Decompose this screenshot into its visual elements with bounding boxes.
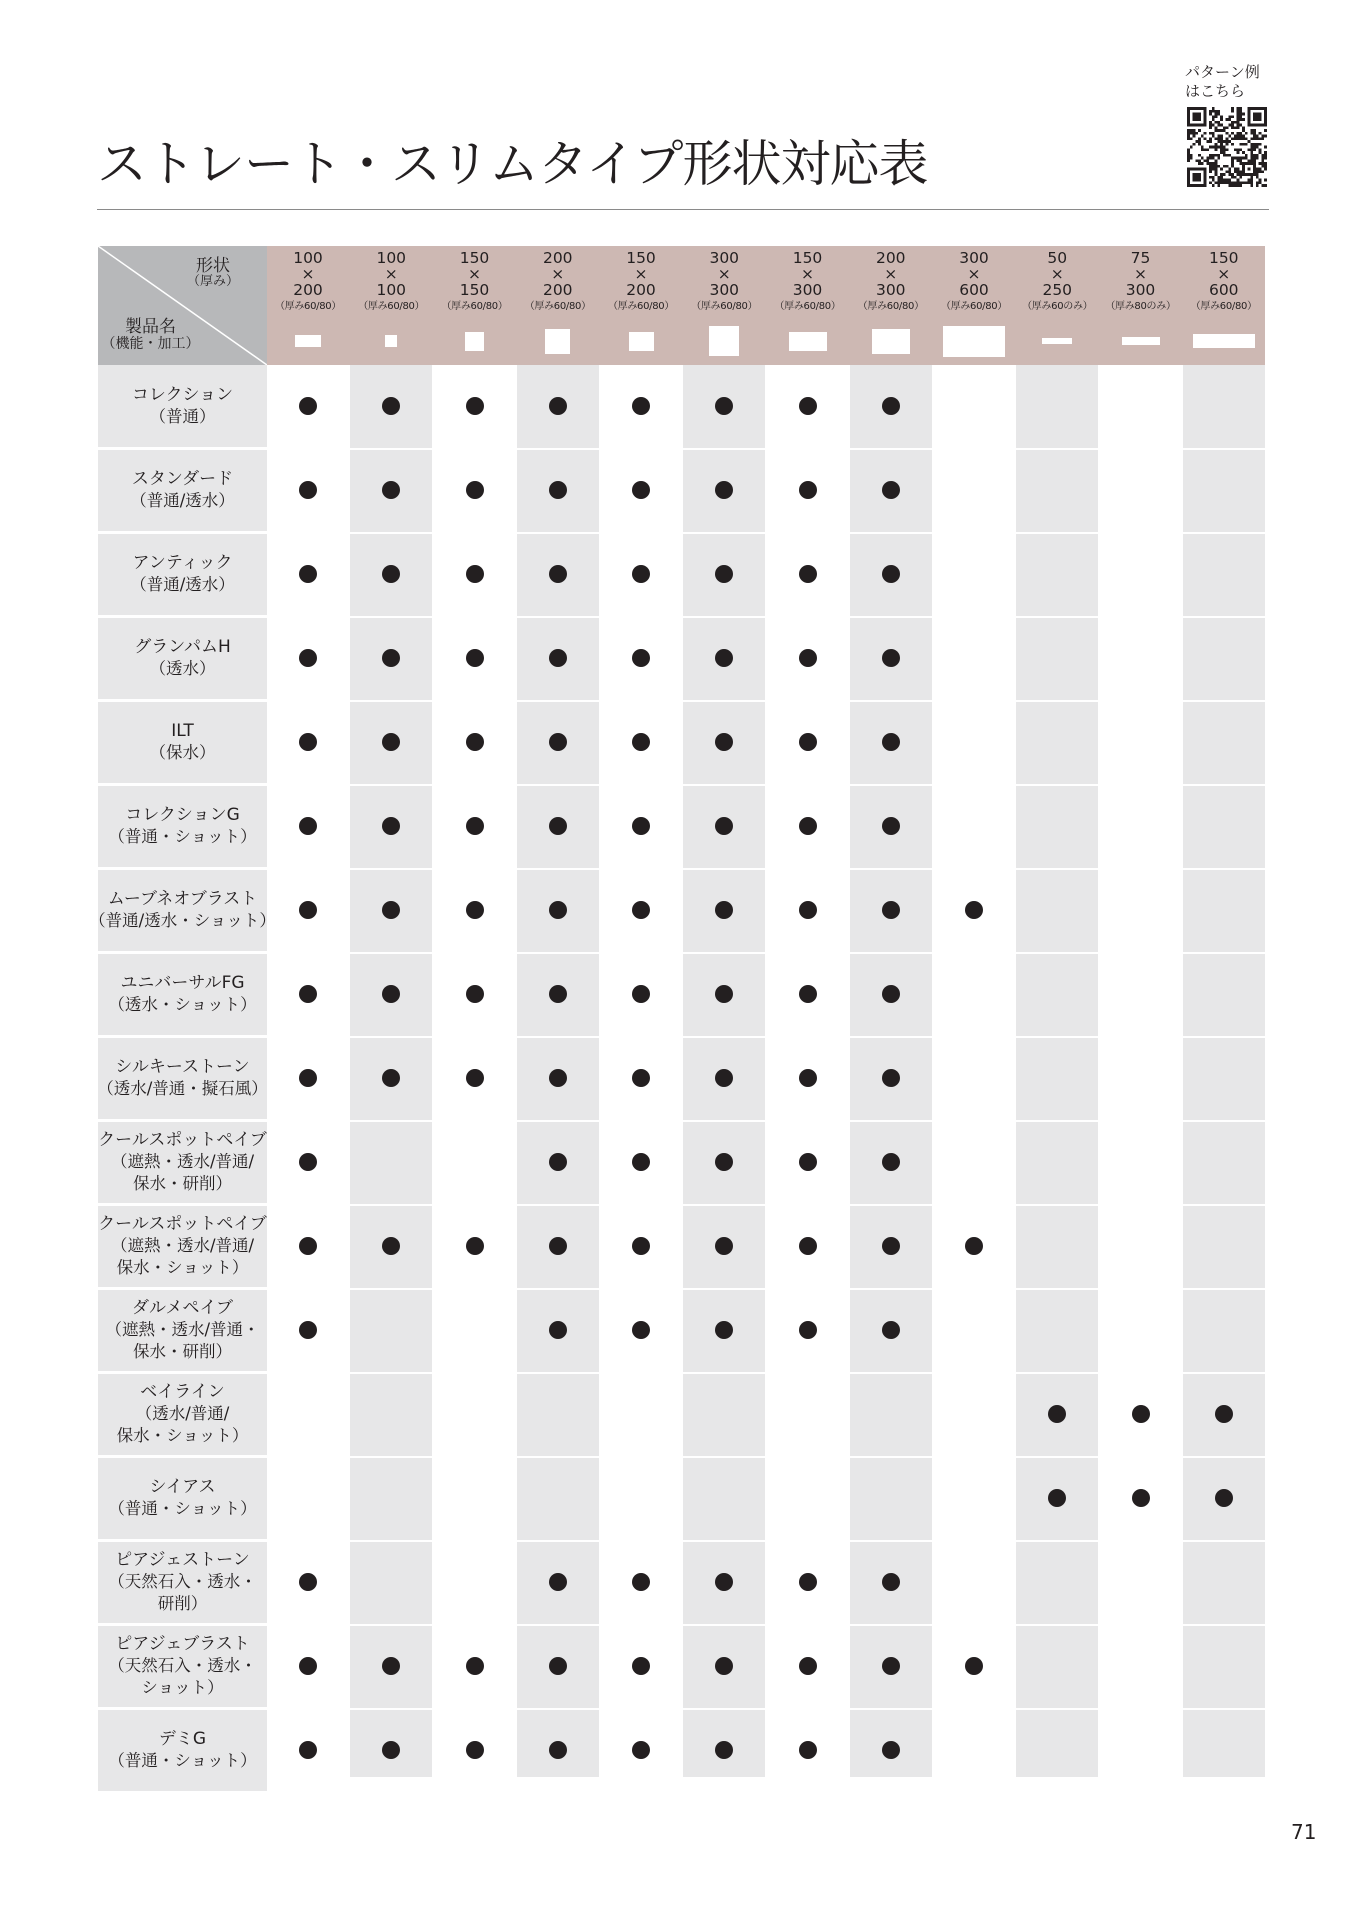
availability-dot xyxy=(632,649,650,667)
availability-dot xyxy=(466,1237,484,1255)
availability-dot xyxy=(632,397,650,415)
product-spec: （保水） xyxy=(149,743,216,762)
availability-dot xyxy=(882,565,900,583)
row-separator xyxy=(98,784,1265,786)
product-spec: 保水・研削） xyxy=(133,1174,232,1193)
availability-dot xyxy=(299,1321,317,1339)
availability-dot xyxy=(799,1237,817,1255)
availability-dot xyxy=(549,733,567,751)
size-header-cell xyxy=(933,246,1015,365)
thickness-note: （厚み60/80） xyxy=(774,301,841,312)
row-separator xyxy=(98,700,1265,702)
row-separator xyxy=(98,1204,1265,1206)
product-name-cell xyxy=(98,533,267,615)
availability-dot xyxy=(632,1321,650,1339)
product-spec: （透水・ショット） xyxy=(108,995,257,1014)
size-dimension-height: 300 xyxy=(709,281,740,299)
corner-shape-label xyxy=(187,258,239,290)
product-spec: （遮熱・透水/普通/ xyxy=(110,1152,255,1171)
size-header-cell xyxy=(1016,246,1098,365)
availability-dot xyxy=(299,1237,317,1255)
availability-dot xyxy=(466,817,484,835)
row-separator xyxy=(98,1036,1265,1038)
size-header-cell xyxy=(350,246,432,365)
shape-swatch xyxy=(709,326,739,356)
size-dimension xyxy=(683,250,765,298)
availability-dot xyxy=(965,1237,983,1255)
product-name: クールスポットペイブ xyxy=(98,1214,267,1234)
availability-dot xyxy=(882,1657,900,1675)
size-column-background xyxy=(1016,365,1098,1777)
page-number: 71 xyxy=(1291,1820,1317,1844)
product-name: クールスポットペイブ xyxy=(98,1130,267,1150)
availability-dot xyxy=(549,1153,567,1171)
availability-dot xyxy=(1132,1405,1150,1423)
shape-swatch xyxy=(295,335,321,347)
row-separator xyxy=(98,1456,1265,1458)
size-dimension xyxy=(767,250,849,298)
product-name-cell xyxy=(98,1373,267,1455)
availability-dot xyxy=(1215,1405,1233,1423)
availability-dot xyxy=(882,901,900,919)
product-spec: （普通/透水・ショット） xyxy=(89,911,276,930)
availability-dot xyxy=(882,397,900,415)
availability-dot xyxy=(466,481,484,499)
availability-dot xyxy=(549,1237,567,1255)
product-spec: （普通/透水） xyxy=(130,575,235,594)
availability-dot xyxy=(299,1573,317,1591)
size-dimension xyxy=(1183,250,1265,298)
product-name-cell xyxy=(98,1289,267,1371)
product-spec: 保水・ショット） xyxy=(116,1426,249,1445)
row-separator xyxy=(98,532,1265,534)
availability-dot xyxy=(799,649,817,667)
product-spec: （透水） xyxy=(149,659,216,678)
size-dimension-times: × xyxy=(884,265,898,283)
product-spec: （天然石入・透水・ xyxy=(108,1656,257,1675)
size-dimension-height: 200 xyxy=(542,281,573,299)
availability-dot xyxy=(1215,1489,1233,1507)
thickness-note: （厚み60/80） xyxy=(940,301,1008,312)
size-dimension-width: 150 xyxy=(792,249,823,267)
size-dimension-width: 300 xyxy=(709,249,740,267)
row-separator xyxy=(98,1372,1265,1374)
availability-dot xyxy=(632,817,650,835)
shape-swatch xyxy=(872,329,910,354)
availability-dot xyxy=(632,1237,650,1255)
availability-dot xyxy=(965,901,983,919)
availability-dot xyxy=(799,1321,817,1339)
thickness-note: （厚み60/80） xyxy=(441,301,508,312)
availability-dot xyxy=(299,397,317,415)
size-dimension-width: 100 xyxy=(293,249,323,267)
product-name: ムーブネオブラスト xyxy=(107,889,258,909)
size-dimension xyxy=(434,250,516,298)
qr-caption-line2: はこちら xyxy=(1185,82,1246,100)
thickness-note: （厚み60/80） xyxy=(274,301,342,312)
row-separator xyxy=(98,1540,1265,1542)
availability-dot xyxy=(882,1321,900,1339)
size-dimension-width: 200 xyxy=(542,249,573,267)
product-name: グランパムH xyxy=(134,637,231,657)
thickness-note: （厚み60/80） xyxy=(607,301,675,312)
availability-dot xyxy=(799,565,817,583)
product-name-cell xyxy=(98,1205,267,1287)
availability-dot xyxy=(882,733,900,751)
product-name-cell xyxy=(98,1457,267,1539)
availability-dot xyxy=(299,481,317,499)
availability-dot xyxy=(632,565,650,583)
product-name-cell xyxy=(98,953,267,1035)
product-spec: （普通・ショット） xyxy=(108,1751,257,1770)
shape-label: 形状 xyxy=(195,256,230,276)
availability-dot xyxy=(549,817,567,835)
product-spec: （普通） xyxy=(149,407,216,426)
availability-dot xyxy=(632,901,650,919)
shape-swatch xyxy=(789,332,827,351)
availability-dot xyxy=(882,1741,900,1759)
size-dimension-times: × xyxy=(717,265,731,283)
product-spec: （透水/普通・擬石風） xyxy=(97,1079,268,1098)
availability-dot xyxy=(549,1741,567,1759)
size-header-cell xyxy=(434,246,516,365)
availability-dot xyxy=(632,733,650,751)
size-dimension-height: 600 xyxy=(1208,281,1239,299)
availability-dot xyxy=(882,1573,900,1591)
availability-dot xyxy=(549,985,567,1003)
availability-dot xyxy=(799,733,817,751)
product-name-cell xyxy=(98,701,267,783)
title-divider xyxy=(97,209,1269,210)
availability-dot xyxy=(299,649,317,667)
row-separator xyxy=(98,868,1265,870)
availability-dot xyxy=(299,733,317,751)
availability-dot xyxy=(799,481,817,499)
thickness-note: （厚み60/80） xyxy=(524,301,591,312)
availability-dot xyxy=(466,649,484,667)
availability-dot xyxy=(299,985,317,1003)
size-header-cell xyxy=(683,246,765,365)
page-title: ストレート・スリムタイプ形状対応表 xyxy=(97,135,928,193)
product-name: シルキーストーン xyxy=(115,1057,250,1077)
size-dimension-times: × xyxy=(801,265,814,283)
product-name-cell xyxy=(98,1541,267,1623)
size-dimension-width: 300 xyxy=(959,249,989,267)
size-header-cell xyxy=(850,246,932,365)
availability-dot xyxy=(466,1657,484,1675)
size-dimension-width: 100 xyxy=(376,249,407,267)
thickness-note: （厚み60/80） xyxy=(1190,301,1257,312)
size-header-row xyxy=(267,246,1265,365)
availability-dot xyxy=(549,1321,567,1339)
row-separator xyxy=(98,616,1265,618)
availability-dot xyxy=(965,1657,983,1675)
shape-swatch xyxy=(943,326,1005,357)
size-header-cell xyxy=(600,246,682,365)
availability-dot xyxy=(466,985,484,1003)
shape-swatch xyxy=(545,329,570,354)
size-dimension-width: 75 xyxy=(1130,249,1151,267)
availability-dot xyxy=(882,817,900,835)
availability-dot xyxy=(549,1069,567,1087)
product-name: アンティック xyxy=(132,553,233,573)
availability-dot xyxy=(799,1573,817,1591)
availability-dot xyxy=(466,565,484,583)
size-dimension-width: 150 xyxy=(459,249,490,267)
size-dimension-height: 600 xyxy=(959,281,989,299)
size-dimension-times: × xyxy=(634,265,648,283)
product-name-cell xyxy=(98,1037,267,1119)
size-dimension-times: × xyxy=(551,265,565,283)
size-dimension xyxy=(350,250,432,298)
size-column-background xyxy=(1100,365,1182,1777)
availability-dot xyxy=(466,901,484,919)
availability-dot xyxy=(882,1153,900,1171)
size-dimension-width: 150 xyxy=(1208,249,1239,267)
product-name: ダルメペイブ xyxy=(132,1298,233,1318)
size-dimension-height: 200 xyxy=(626,281,656,299)
size-dimension-width: 200 xyxy=(875,249,906,267)
availability-dot xyxy=(549,481,567,499)
thickness-note: （厚み80のみ） xyxy=(1105,301,1176,312)
product-name-cell xyxy=(98,1709,267,1791)
product-name-cell xyxy=(98,785,267,867)
size-dimension-height: 100 xyxy=(376,281,407,299)
qr-caption xyxy=(1185,63,1260,101)
availability-dot xyxy=(632,1153,650,1171)
product-spec: （普通・ショット） xyxy=(108,827,257,846)
product-name: コレクション xyxy=(131,385,234,405)
row-separator xyxy=(98,448,1265,450)
row-separator xyxy=(98,1120,1265,1122)
shape-sub-label: （厚み） xyxy=(186,274,239,289)
availability-dot xyxy=(299,1741,317,1759)
availability-dot xyxy=(882,649,900,667)
product-sub-label: （機能・加工） xyxy=(101,336,200,352)
size-dimension-times: × xyxy=(384,265,398,283)
size-dimension-times: × xyxy=(468,265,481,283)
row-separator xyxy=(98,952,1265,954)
availability-dot xyxy=(466,397,484,415)
product-label: 製品名 xyxy=(125,317,176,337)
availability-dot xyxy=(466,1741,484,1759)
availability-dot xyxy=(549,901,567,919)
product-name: スタンダード xyxy=(131,469,234,489)
size-dimension xyxy=(933,250,1015,298)
availability-dot xyxy=(632,1069,650,1087)
availability-dot xyxy=(299,1657,317,1675)
size-dimension-times: × xyxy=(301,265,315,283)
product-name: シイアス xyxy=(149,1477,216,1497)
size-dimension-times: × xyxy=(1134,265,1147,283)
thickness-note: （厚み60/80） xyxy=(857,301,924,312)
thickness-note: （厚み60/80） xyxy=(691,301,758,312)
availability-dot xyxy=(799,817,817,835)
thickness-note: （厚み60のみ） xyxy=(1022,301,1093,312)
availability-dot xyxy=(299,1153,317,1171)
size-header-cell xyxy=(1183,246,1265,365)
size-dimension xyxy=(600,250,682,298)
availability-dot xyxy=(299,565,317,583)
availability-dot xyxy=(1132,1489,1150,1507)
size-header-cell xyxy=(1100,246,1182,365)
thickness-note: （厚み60/80） xyxy=(358,301,425,312)
shape-swatch xyxy=(385,335,397,347)
size-dimension xyxy=(1016,250,1098,298)
product-name: ピアジェブラスト xyxy=(115,1634,250,1654)
availability-dot xyxy=(549,565,567,583)
product-spec: 保水・ショット） xyxy=(116,1258,249,1277)
corner-product-label xyxy=(98,319,203,353)
availability-dot xyxy=(799,1741,817,1759)
availability-dot xyxy=(799,985,817,1003)
qr-caption-line1: パターン例 xyxy=(1185,63,1260,81)
size-dimension-height: 300 xyxy=(792,281,823,299)
row-separator xyxy=(98,1288,1265,1290)
availability-dot xyxy=(632,985,650,1003)
availability-dot xyxy=(632,1657,650,1675)
size-dimension-height: 300 xyxy=(875,281,906,299)
availability-dot xyxy=(882,1237,900,1255)
size-column-background xyxy=(1183,365,1265,1777)
size-dimension-height: 150 xyxy=(459,281,490,299)
product-name-cell xyxy=(98,1625,267,1707)
table-corner-header xyxy=(98,246,267,365)
availability-dot xyxy=(549,397,567,415)
availability-dot xyxy=(799,397,817,415)
product-name: ILT xyxy=(171,721,194,741)
availability-dot xyxy=(466,733,484,751)
availability-dot xyxy=(632,481,650,499)
size-dimension-width: 150 xyxy=(626,249,656,267)
row-separator xyxy=(98,1708,1265,1710)
shape-swatch xyxy=(465,332,484,351)
qr-code-icon[interactable] xyxy=(1187,107,1267,187)
availability-dot xyxy=(549,1573,567,1591)
availability-dot xyxy=(299,817,317,835)
product-spec: ショット） xyxy=(141,1678,224,1697)
product-name: ユニバーサルFG xyxy=(120,973,245,993)
product-spec: （普通・ショット） xyxy=(108,1499,257,1518)
size-dimension xyxy=(267,250,349,298)
shape-swatch xyxy=(1122,337,1160,345)
shape-swatch xyxy=(1193,334,1255,348)
row-separator xyxy=(98,1624,1265,1626)
size-dimension xyxy=(517,250,599,298)
availability-dot xyxy=(632,1741,650,1759)
availability-dot xyxy=(799,1153,817,1171)
availability-dot xyxy=(466,1069,484,1087)
size-dimension-width: 50 xyxy=(1047,249,1068,267)
product-spec: 保水・研削） xyxy=(133,1342,232,1361)
size-dimension-height: 250 xyxy=(1042,281,1073,299)
shape-compatibility-table xyxy=(89,246,1265,1777)
size-dimension-height: 200 xyxy=(293,281,323,299)
shape-swatch xyxy=(1042,338,1072,344)
availability-dot xyxy=(882,985,900,1003)
product-name-cell xyxy=(89,869,276,951)
size-header-cell xyxy=(517,246,599,365)
product-spec: （普通/透水） xyxy=(130,491,235,510)
product-spec: （天然石入・透水・ xyxy=(108,1572,257,1591)
availability-dot xyxy=(799,1657,817,1675)
size-dimension-times: × xyxy=(967,265,981,283)
product-spec: （遮熱・透水/普通/ xyxy=(110,1236,255,1255)
size-dimension-times: × xyxy=(1217,265,1231,283)
size-header-cell xyxy=(267,246,349,365)
product-spec: （透水/普通/ xyxy=(135,1404,230,1423)
size-dimension-times: × xyxy=(1050,265,1064,283)
product-name: ベイライン xyxy=(140,1382,225,1402)
availability-dot xyxy=(799,901,817,919)
product-name-cell xyxy=(98,449,267,531)
shape-swatch xyxy=(629,332,654,351)
product-spec: 研削） xyxy=(157,1594,208,1613)
product-spec: （遮熱・透水/普通・ xyxy=(105,1320,260,1339)
availability-dot xyxy=(799,1069,817,1087)
size-dimension xyxy=(1100,250,1182,298)
availability-dot xyxy=(299,901,317,919)
product-name: デミG xyxy=(158,1729,207,1749)
availability-dot xyxy=(632,1573,650,1591)
size-dimension-height: 300 xyxy=(1125,281,1156,299)
size-column-background xyxy=(933,365,1015,1777)
availability-dot xyxy=(549,1657,567,1675)
availability-dot xyxy=(882,1069,900,1087)
size-dimension xyxy=(850,250,932,298)
availability-dot xyxy=(882,481,900,499)
availability-dot xyxy=(299,1069,317,1087)
size-header-cell xyxy=(767,246,849,365)
product-name: コレクションG xyxy=(125,805,240,825)
product-name: ピアジェストーン xyxy=(115,1550,250,1570)
product-name-cell xyxy=(98,1121,267,1203)
product-name-cell xyxy=(98,617,267,699)
product-name-cell xyxy=(98,365,267,447)
availability-dot xyxy=(549,649,567,667)
